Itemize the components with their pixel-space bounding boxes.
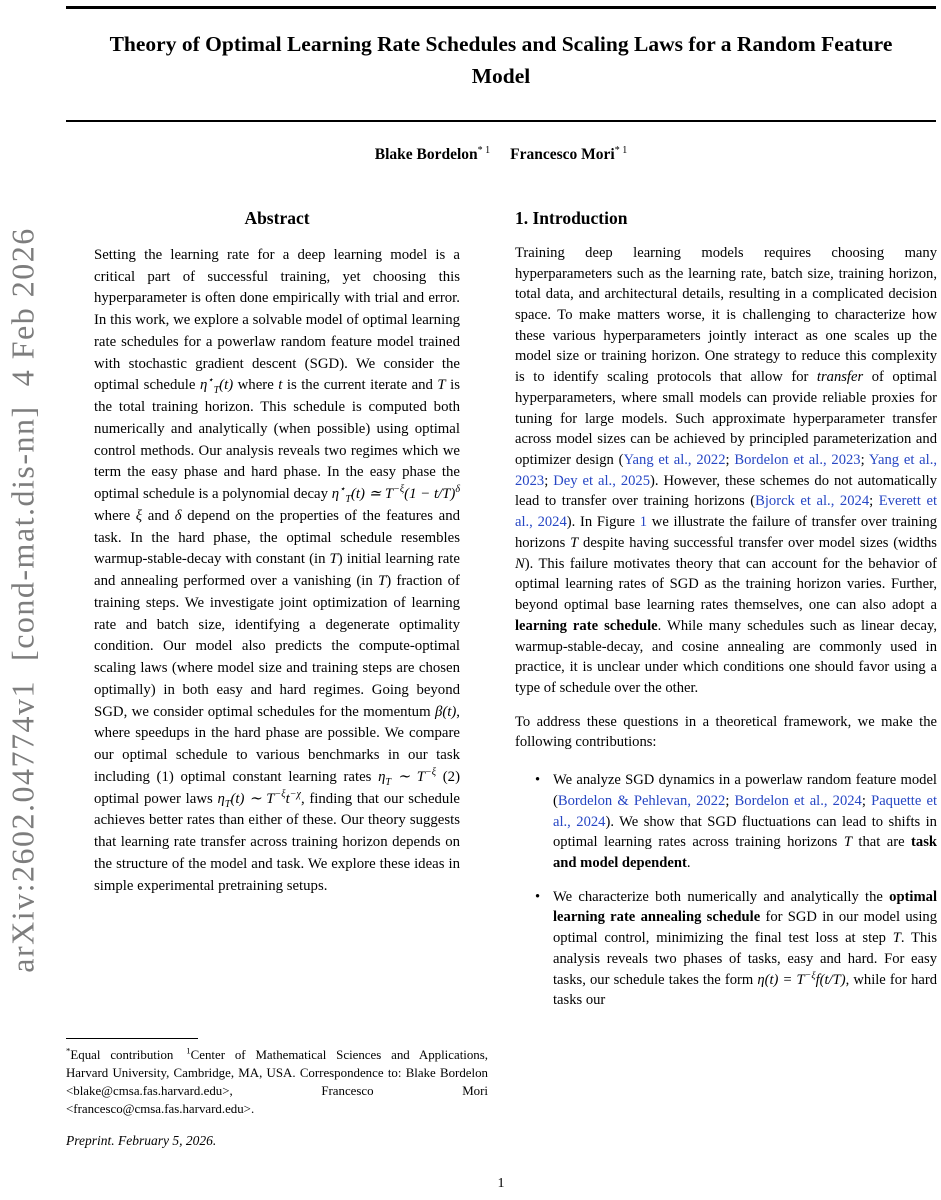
abstract-heading: Abstract <box>244 208 310 228</box>
citation-link[interactable]: Bordelon & Pehlevan, 2022 <box>557 792 726 809</box>
author-2 <box>510 146 627 163</box>
top-rule <box>66 6 936 9</box>
contribution-item: • We characterize both numerically and analytically the optimal learning rate annealing schedule for SGD in our model using optimal control, minimizing the final test loss at step T. This analysis reveals two phases of tasks, easy and hard. For easy tasks, our schedule takes the form $\eta(t) = T^{-\xi}f(t/T)$, while for hard tasks our <box>553 887 937 1011</box>
footnote-rule <box>66 1038 198 1039</box>
author-name: Blake Bordelon <box>374 146 478 163</box>
footnote-text: *Equal contribution $^1$Center of Mathematical Sciences and Applications, Harvard University, Cambridge, MA, USA. Correspondence to: Blake Bordelon <blake@cmsa.fas.harvard.edu>, Francesco Mori <francesco@cmsa.fas.harvard.edu>. <box>66 1045 488 1117</box>
citation-link[interactable]: 1 <box>639 514 648 531</box>
right-column <box>515 206 937 1024</box>
paper-title: Theory of Optimal Learning Rate Schedules and Scaling Laws for a Random Feature Model <box>109 32 893 89</box>
author-name: Francesco Mori <box>510 146 615 163</box>
citation-link[interactable]: Yang et al., 2023 <box>515 452 938 489</box>
citation-link[interactable]: Paquette et al., 2024 <box>553 792 938 830</box>
contribution-item: • We analyze SGD dynamics in a powerlaw random feature model (Bordelon & Pehlevan, 2022; Bordelon et al., 2024; Paquette et al., 2024). We show that SGD fluctuations can lead to shifts in optimal learning rates across training horizons T that are task and model dependent. <box>553 770 937 874</box>
citation-link[interactable]: Everett et al., 2024 <box>515 493 938 531</box>
citation-link[interactable]: Bordelon et al., 2023 <box>734 452 861 469</box>
intro-paragraph-2: To address these questions in a theoretical framework, we make the following contributions: <box>515 713 937 751</box>
footnote-block <box>66 1038 488 1149</box>
left-column <box>66 206 488 897</box>
citation-link[interactable]: Dey et al., 2025 <box>553 472 651 489</box>
author-affiliation-mark: * 1 <box>477 144 491 156</box>
author-1 <box>375 146 490 163</box>
arxiv-watermark-text: arXiv:2602.04774v1 [cond-mat.dis-nn] 4 Feb 2026 <box>4 227 41 973</box>
contributions-list <box>515 770 937 1011</box>
section-heading-introduction: 1. Introduction <box>515 208 628 228</box>
intro-paragraph-1: Training deep learning models requires choosing many hyperparameters such as the learning rate, batch size, training horizon, total data, and architectural details, resulting in a complicated decision space. To make matters worse, it is challenging to characterize how these various hyperparameters jointly interact as one scales up the model size or training horizon. One strategy to reduce this complexity is to identify scaling protocols that allow for transfer of optimal hyperparameters, where small models can provide reliable proxies for tuning for large models. Such approximate hyperparameter transfer across model sizes can be achieved by principled parameterization and optimizer design (Yang et al., 2022; Bordelon et al., 2023; Yang et al., 2023; Dey et al., 2025). However, these schemes do not automatically lead to transfer over training horizons (Bjorck et al., 2024; Everett et al., 2024). In Figure 1 we illustrate the failure of transfer over training horizons T despite having successful transfer over model sizes (widths N). This failure motivates theory that can account for the behavior of optimal learning rates of SGD as the training horizon varies. Further, beyond optimal base learning rates themselves, one can also adopt a learning rate schedule. While many schedules such as linear decay, warmup-stable-decay, and cosine annealing are commonly used in practice, it is unclear under which conditions one should favor using a type of schedule over the other. <box>515 244 938 696</box>
author-affiliation-mark: * 1 <box>614 144 628 156</box>
citation-link[interactable]: Bordelon et al., 2024 <box>734 792 862 809</box>
preprint-note: Preprint. February 5, 2026. <box>66 1133 217 1149</box>
page-number: 1 <box>497 1176 505 1191</box>
authors-line <box>66 146 936 164</box>
title-rule <box>66 120 936 122</box>
abstract-text: Setting the learning rate for a deep learning model is a critical part of successful training, yet choosing this hyperparameter is often done empirically with trial and error. In this work, we explore a solvable model of optimal learning rate schedules for a powerlaw random feature model trained with stochastic gradient descent (SGD). We consider the optimal schedule $\eta^⋆_T(t)$ where t is the current iterate and T is the total training horizon. This schedule is computed both numerically and analytically (when possible) using optimal control methods. Our analysis reveals two regimes which we term the easy phase and hard phase. In the easy phase the optimal schedule is a polynomial decay $\eta^⋆_T(t)$ ≃ $T^{-\xi}(1 - t/T)^\delta$ where ξ and δ depend on the properties of the features and task. In the hard phase, the optimal schedule resembles warmup-stable-decay with constant (in T) initial learning rate and annealing performed over a vanishing (in T) fraction of training steps. We investigate joint optimization of learning rate and batch size, identifying a degenerate optimality condition. Our model also predicts the compute-optimal scaling laws (where model size and training steps are chosen optimally) in both easy and hard regimes. Going beyond SGD, we consider optimal schedules for the momentum β(t), where speedups in the hard phase are possible. We compare our optimal schedule to various benchmarks in our task including (1) optimal constant learning rates $\eta_T$ ∼ $T^{-\xi}$ (2) optimal power laws $\eta_T(t)$ ∼ $T^{-\xi}t^{-\chi}$, finding that our schedule achieves better rates than either of these. Our theory suggests that learning rate transfer across training horizon depends on the structure of the model and task. We explore these ideas in simple experimental pretraining setups. <box>94 246 461 894</box>
citation-link[interactable]: Yang et al., 2022 <box>623 452 726 469</box>
citation-link[interactable]: Bjorck et al., 2024 <box>755 493 870 510</box>
